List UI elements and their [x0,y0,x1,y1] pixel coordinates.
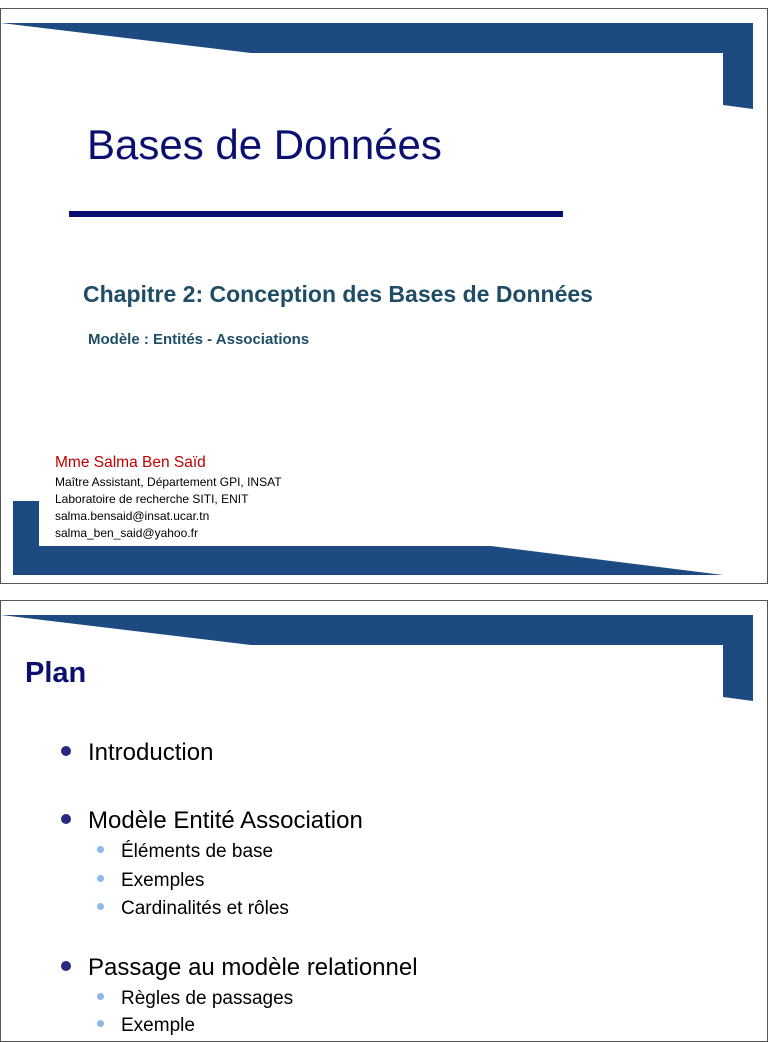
right-bar [723,23,753,109]
left-bar [13,501,39,546]
plan-item [61,739,213,767]
author-email-alt: salma_ben_said@yahoo.fr [55,526,198,540]
plan-title: Plan [25,657,87,689]
author-position: Maître Assistant, Département GPI, INSAT [55,475,282,489]
author-name: Mme Salma Ben Saïd [55,454,206,471]
plan-subitem [97,898,289,920]
right-bar [723,615,753,701]
sub-bullet-icon [97,875,104,882]
plan-subitem-label: Règles de passages [121,988,294,1009]
slide-title: Bases de Données [87,121,442,168]
bullet-icon [61,814,71,824]
bullet-icon [61,961,71,971]
plan-item-label: Modèle Entité Association [88,807,363,834]
plan-subitem [97,1015,195,1037]
author-lab: Laboratoire de recherche SITI, ENIT [55,492,249,506]
plan-item-label: Introduction [88,739,214,766]
plan-item [61,954,418,982]
top-band [1,615,753,645]
plan-subitem [97,988,293,1010]
plan-subitem [97,870,204,892]
plan-item-label: Passage au modèle relationnel [88,954,418,981]
plan-subitem-label: Éléments de base [121,841,274,862]
plan-slide [0,600,768,1042]
plan-subitem [97,841,273,863]
plan-subitem-label: Cardinalités et rôles [121,898,289,919]
top-band [1,23,753,53]
sub-bullet-icon [97,903,104,910]
chapter-subtitle: Modèle : Entités - Associations [88,331,310,348]
plan-subitem-label: Exemple [121,1015,195,1036]
chapter-heading: Chapitre 2: Conception des Bases de Données [83,281,593,307]
bottom-band [13,546,723,575]
title-underline [69,211,563,217]
plan-subitem-label: Exemples [121,870,205,891]
title-slide [0,8,768,584]
sub-bullet-icon [97,993,104,1000]
author-email: salma.bensaid@insat.ucar.tn [55,509,210,523]
sub-bullet-icon [97,846,104,853]
plan-item [61,807,363,835]
bullet-icon [61,746,71,756]
